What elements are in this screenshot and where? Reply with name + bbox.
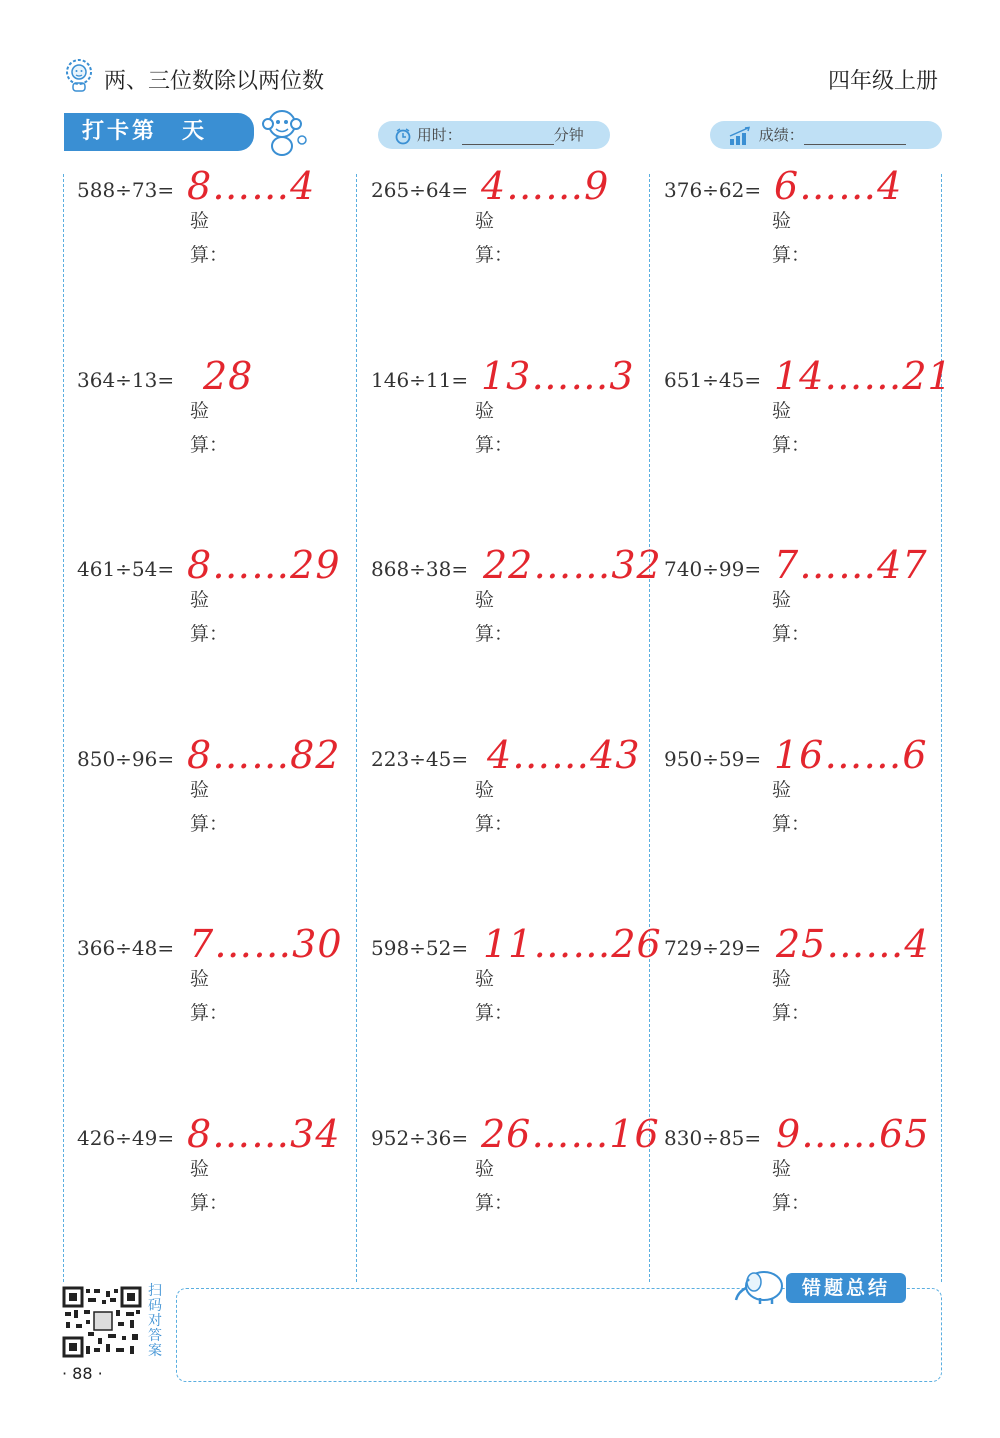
handwritten-answer: 7……30 (189, 922, 343, 966)
check-label: 算： (475, 813, 514, 835)
problem-item (371, 543, 662, 667)
problem-item (77, 1112, 367, 1236)
check-label: 算： (475, 1192, 514, 1214)
problem-item (664, 733, 954, 857)
handwritten-answer: 13……3 (481, 354, 635, 398)
check-label: 验 (475, 779, 495, 801)
check-label: 验 (190, 400, 210, 422)
check-label: 验 (772, 779, 792, 801)
qr-code-icon[interactable] (62, 1286, 142, 1358)
chart-growth-icon (728, 126, 754, 146)
monkey-mascot-icon (256, 104, 310, 158)
handwritten-answer: 25……4 (776, 922, 930, 966)
handwritten-answer: 8……29 (187, 543, 341, 587)
check-label: 算： (190, 813, 229, 835)
check-label: 算： (475, 1002, 514, 1024)
division-equation: 265÷64= (371, 178, 469, 202)
problem-item (371, 1112, 661, 1236)
check-label: 验 (772, 1158, 792, 1180)
time-field[interactable] (378, 121, 610, 149)
check-label: 验 (475, 968, 495, 990)
checkin-banner: 打卡第 天 (64, 113, 254, 151)
division-equation: 376÷62= (664, 178, 762, 202)
problem-item (664, 354, 954, 478)
clock-icon (394, 127, 412, 145)
check-label: 验 (475, 589, 495, 611)
division-equation: 426÷49= (77, 1126, 175, 1150)
division-equation: 950÷59= (664, 747, 762, 771)
handwritten-answer: 11……26 (483, 922, 662, 966)
division-equation: 146÷11= (371, 368, 469, 392)
check-label: 算： (190, 244, 229, 266)
check-label: 验 (475, 210, 495, 232)
division-equation: 952÷36= (371, 1126, 469, 1150)
problem-item (77, 164, 367, 288)
division-equation: 461÷54= (77, 557, 175, 581)
check-label: 验 (772, 400, 792, 422)
division-equation: 223÷45= (371, 747, 469, 771)
time-unit: 分钟 (553, 126, 584, 144)
elephant-mascot-icon (732, 1266, 790, 1306)
problem-item (371, 164, 661, 288)
check-label: 算： (772, 623, 811, 645)
problem-item (371, 354, 661, 478)
scan-for-answers-label: 扫码对答案 (148, 1283, 162, 1359)
handwritten-answer: 4……9 (481, 164, 610, 208)
handwritten-answer: 8……34 (187, 1112, 341, 1156)
check-label: 验 (190, 210, 210, 232)
check-label: 算： (190, 1192, 229, 1214)
page-title: 两、三位数除以两位数 (104, 69, 325, 94)
check-label: 算： (772, 434, 811, 456)
check-label: 算： (772, 813, 811, 835)
problem-item (664, 543, 954, 667)
check-label: 验 (772, 210, 792, 232)
column-divider (356, 174, 357, 1282)
division-equation: 729÷29= (664, 936, 762, 960)
check-label: 算： (475, 434, 514, 456)
check-label: 算： (475, 623, 514, 645)
division-equation: 588÷73= (77, 178, 175, 202)
handwritten-answer: 16……6 (774, 733, 928, 777)
division-equation: 868÷38= (371, 557, 469, 581)
check-label: 验 (190, 1158, 210, 1180)
division-equation: 651÷45= (664, 368, 762, 392)
problem-item (77, 543, 367, 667)
division-equation: 850÷96= (77, 747, 175, 771)
time-label: 用时： (416, 126, 462, 144)
check-label: 验 (772, 589, 792, 611)
handwritten-answer: 4……43 (487, 733, 641, 777)
column-divider (941, 174, 942, 1282)
check-label: 验 (772, 968, 792, 990)
column-divider (63, 174, 64, 1282)
handwritten-answer: 8……4 (187, 164, 316, 208)
problem-item (371, 922, 662, 1046)
problem-item (77, 922, 367, 1046)
check-label: 算： (772, 1002, 811, 1024)
page-number: · 88 · (62, 1364, 103, 1383)
score-blank[interactable] (804, 126, 906, 145)
handwritten-answer: 7……47 (774, 543, 928, 587)
check-label: 验 (475, 400, 495, 422)
check-label: 算： (190, 1002, 229, 1024)
handwritten-answer: 6……4 (774, 164, 903, 208)
handwritten-answer: 14……21 (774, 354, 953, 398)
check-label: 验 (190, 968, 210, 990)
handwritten-answer: 28 (203, 354, 254, 398)
handwritten-answer: 8……82 (187, 733, 341, 777)
check-label: 算： (475, 244, 514, 266)
division-equation: 830÷85= (664, 1126, 762, 1150)
problem-item (664, 922, 954, 1046)
error-summary-label: 错题总结 (786, 1273, 906, 1303)
handwritten-answer: 9……65 (776, 1112, 930, 1156)
score-field[interactable] (710, 121, 942, 149)
check-label: 算： (190, 623, 229, 645)
handwritten-answer: 26……16 (481, 1112, 660, 1156)
problem-item (371, 733, 661, 857)
division-equation: 740÷99= (664, 557, 762, 581)
division-equation: 366÷48= (77, 936, 175, 960)
grade-label: 四年级上册 (827, 69, 938, 94)
division-equation: 364÷13= (77, 368, 175, 392)
check-label: 算： (772, 244, 811, 266)
division-equation: 598÷52= (371, 936, 469, 960)
check-label: 验 (190, 589, 210, 611)
time-blank[interactable] (462, 126, 554, 145)
score-label: 成绩： (758, 126, 804, 144)
problem-item (664, 1112, 954, 1236)
check-label: 算： (190, 434, 229, 456)
handwritten-answer: 22……32 (483, 543, 662, 587)
problem-item (664, 164, 954, 288)
lion-mascot-icon (62, 58, 96, 92)
problem-item (77, 354, 367, 478)
check-label: 验 (475, 1158, 495, 1180)
check-label: 算： (772, 1192, 811, 1214)
check-label: 验 (190, 779, 210, 801)
problem-item (77, 733, 367, 857)
